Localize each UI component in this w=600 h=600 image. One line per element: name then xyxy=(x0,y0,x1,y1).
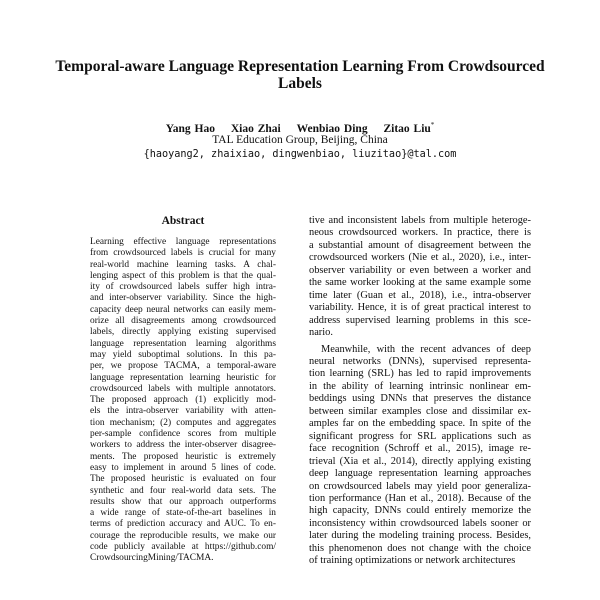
text-line: workers to address the inter-observer disagree- xyxy=(90,440,276,451)
text-line: a substantial amount of disagreement between the xyxy=(309,239,531,251)
text-line: inconsistency within crowdsourced labels sooner or xyxy=(309,517,531,529)
text-line: on crowdsourced labels may yield poor generaliza- xyxy=(309,480,531,492)
text-line: trieval (Xia et al., 2014), directly applying existing xyxy=(309,455,531,467)
author-name: Yang Hao xyxy=(165,122,215,135)
text-line: high capacity, DNNs could entirely memorize the xyxy=(309,505,531,517)
text-line: ity of crowdsourced labels suffer high intra- xyxy=(90,282,276,293)
text-line: neural networks (DNNs), supervised representa- xyxy=(309,355,531,367)
text-line: The proposed approach (1) explicitly mod- xyxy=(90,395,276,406)
text-line: The proposed heuristic is evaluated on four xyxy=(90,474,276,485)
body-paragraph xyxy=(309,215,531,340)
text-line: real-world machine learning tasks. A chal- xyxy=(90,259,276,270)
text-line: crowdsourced workers (Nie et al., 2020), i.e., inter- xyxy=(309,252,531,264)
text-line: terms of prediction accuracy and AUC. To en- xyxy=(90,519,276,530)
text-line: observer variability or even between a worker and xyxy=(309,264,531,276)
abstract-body xyxy=(90,237,276,565)
text-line: crowdsourced labels with multiple annotators. xyxy=(90,383,276,394)
text-line: beddings using DNNs that preserves the distance xyxy=(309,393,531,405)
text-line: the same worker looking at the same example some xyxy=(309,277,531,289)
text-line: from crowdsourced labels is crucial for many xyxy=(90,248,276,259)
text-line: easy to implement in around 5 lines of code. xyxy=(90,462,276,473)
affiliation: TAL Education Group, Beijing, China xyxy=(212,134,388,146)
text-line: Learning effective language representations xyxy=(90,237,276,247)
title-line: Labels xyxy=(278,75,322,92)
text-line: per, we propose TACMA, a temporal-aware xyxy=(90,361,276,372)
author-name: Zitao Liu xyxy=(383,122,431,135)
text-line: tion performance (Han et al., 2018). Because of the xyxy=(309,492,531,504)
text-line: tion mechanism; (2) computes and aggregates xyxy=(90,417,276,428)
text-line: labels, directly applying existing supervised xyxy=(90,327,276,338)
text-line: nario. xyxy=(309,327,333,339)
text-line: orize all disagreements among crowdsourced xyxy=(90,316,276,327)
text-line: courage the reproducible results, we make our xyxy=(90,530,276,541)
text-line: CrowdsourcingMining/TACMA. xyxy=(90,553,214,564)
text-line: time later (Guan et al., 2018), i.e., intra-observer xyxy=(309,289,531,301)
text-line: Meanwhile, with the recent advances of deep xyxy=(321,343,531,355)
text-line: synthetic and four real-world data sets. The xyxy=(90,485,276,496)
text-line: code publicly available at https://github.com/ xyxy=(90,542,276,553)
text-line: later during the modeling training process. Besides, xyxy=(309,530,531,542)
title-line: Temporal-aware Language Representation Learning From Crowdsourced xyxy=(55,58,545,75)
text-line: a wide range of state-of-the-art baselines in xyxy=(90,508,276,519)
author-name: Wenbiao Ding xyxy=(296,122,368,135)
text-line: face recognition (Schroff et al., 2015), image re- xyxy=(309,443,531,455)
abstract-heading: Abstract xyxy=(161,215,205,227)
text-line: results show that our approach outperforms xyxy=(90,496,276,507)
text-line: address supervised learning problems in this sce- xyxy=(309,314,531,326)
text-line: els the intra-observer variability with atten- xyxy=(90,406,276,417)
text-line: capacity deep neural networks can easily mem- xyxy=(90,304,276,315)
paper-title xyxy=(40,58,560,92)
author-name: Xiao Zhai xyxy=(230,122,281,135)
introduction-column xyxy=(309,215,531,568)
text-line: of training optimizations or network architectures xyxy=(309,555,516,567)
text-line: may yield suboptimal solutions. In this pa- xyxy=(90,349,276,360)
text-line: language representation learning algorithms xyxy=(90,338,276,349)
text-line: lenging aspect of this problem is that the qual- xyxy=(90,270,276,281)
text-line: tion learning (SRL) has led to rapid improvements xyxy=(309,368,531,380)
text-line: ments. The proposed heuristic is extremely xyxy=(90,451,276,462)
text-line: language representation learning heuristic for xyxy=(90,372,276,383)
author-emails: {haoyang2, zhaixiao, dingwenbiao, liuzitao}@tal.com xyxy=(143,149,457,160)
text-line: amples far on the embedding space. In spite of the xyxy=(309,418,531,430)
text-line: significant progress for SRL applications such as xyxy=(309,430,531,442)
text-line: in the ability of learning intrinsic nonlinear em- xyxy=(309,380,531,392)
text-line: this phenomenon does not change with the choice xyxy=(309,542,531,554)
text-line: and inter-observer variability. Since the high- xyxy=(90,293,276,304)
text-line: per-sample confidence scores from multiple xyxy=(90,429,276,440)
text-line: tive and inconsistent labels from multiple heteroge- xyxy=(309,215,531,226)
text-line: deep language representation learning approaches xyxy=(309,468,531,480)
text-line: neous crowdsourced workers. In practice, there is xyxy=(309,227,531,239)
text-line: variability. Hence, it is of great practical interest to xyxy=(309,302,531,314)
body-paragraph xyxy=(309,344,531,568)
text-line: between similar examples close and dissimilar ex- xyxy=(309,405,531,417)
corresponding-author-mark: * xyxy=(430,121,435,129)
